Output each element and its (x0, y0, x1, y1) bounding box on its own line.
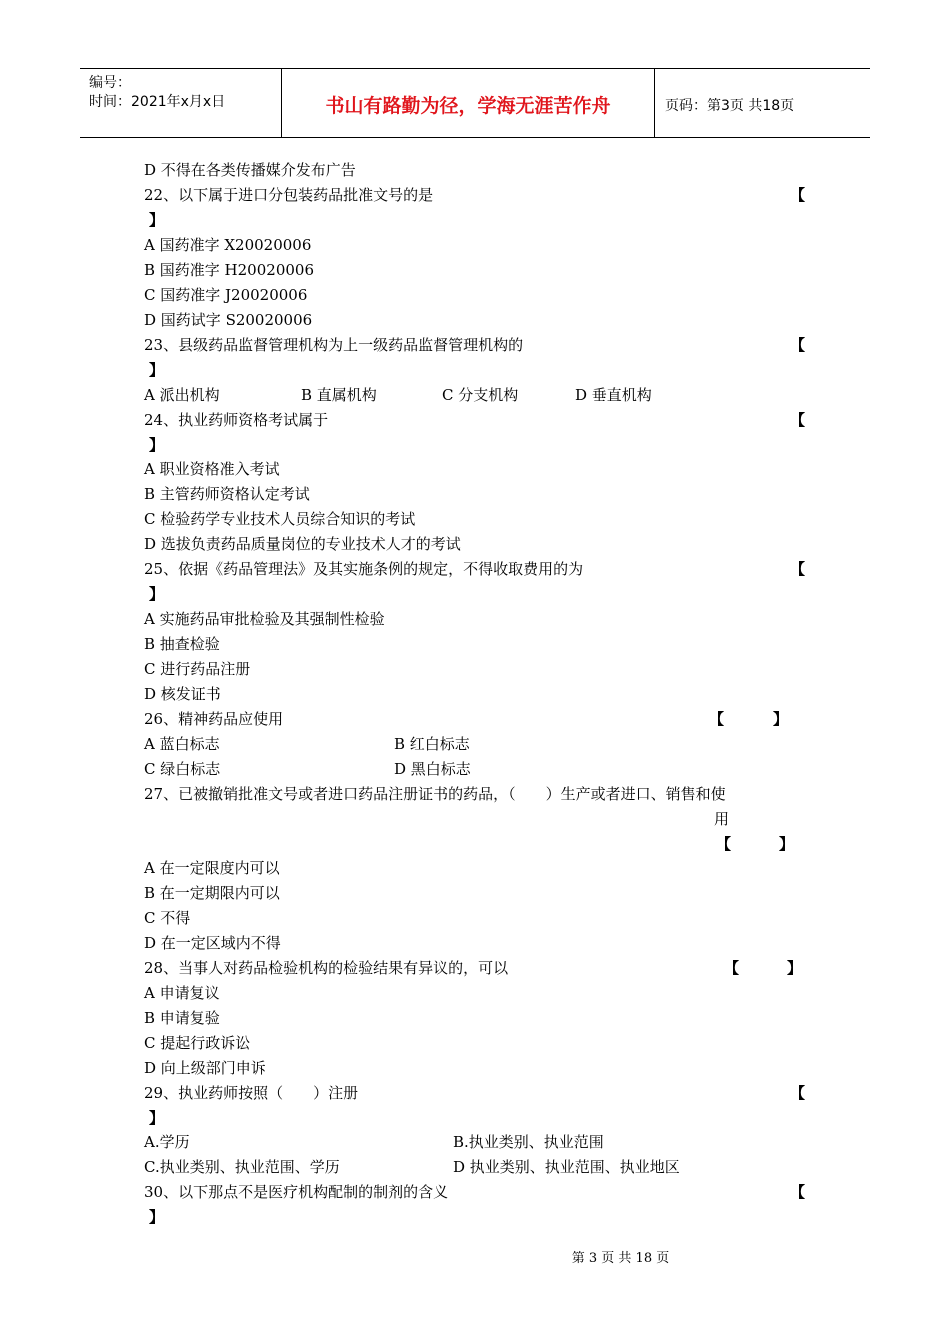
answer-bracket-close: 】 (149, 1208, 165, 1226)
page-code: 页码：第3页 共18页 (665, 98, 795, 114)
option: B 申请复验 (144, 1009, 220, 1027)
option: C 检验药学专业技术人员综合知识的考试 (144, 510, 416, 528)
option: B 抽查检验 (144, 635, 220, 653)
option: A 蓝白标志 (144, 735, 220, 753)
text-line: D 不得在各类传播媒介发布广告 (144, 161, 356, 179)
option: D 向上级部门申诉 (144, 1059, 266, 1077)
answer-bracket-open: 【 (790, 1084, 806, 1102)
answer-bracket-close: 】 (149, 1109, 165, 1127)
option: D 执业类别、执业范围、执业地区 (453, 1158, 680, 1176)
option: B 国药准字 H20020006 (144, 261, 314, 279)
option: B.执业类别、执业范围 (453, 1133, 604, 1151)
option: A 申请复议 (144, 984, 220, 1002)
option: D 黑白标志 (394, 760, 471, 778)
option: C 绿白标志 (144, 760, 221, 778)
header-page-cell (655, 69, 870, 137)
answer-bracket-open: 【 (709, 710, 725, 728)
question-29: 29、执业药师按照（ ）注册 (144, 1084, 359, 1102)
question-25: 25、依据《药品管理法》及其实施条例的规定，不得收取费用的为 (144, 560, 584, 578)
header-meta-cell (80, 69, 282, 137)
option: B 在一定期限内可以 (144, 884, 280, 902)
option: C 进行药品注册 (144, 660, 251, 678)
option: A 职业资格准入考试 (144, 460, 280, 478)
answer-bracket-open: 【 (790, 1183, 806, 1201)
question-30: 30、以下那点不是医疗机构配制的制剂的含义 (144, 1183, 449, 1201)
option: C 不得 (144, 909, 191, 927)
answer-bracket-open: 【 (716, 835, 732, 853)
answer-bracket-close: 】 (787, 959, 803, 977)
answer-bracket-open: 【 (790, 336, 806, 354)
option: D 国药试字 S20020006 (144, 311, 313, 329)
answer-bracket-close: 】 (149, 436, 165, 454)
answer-bracket-open: 【 (790, 186, 806, 204)
option: C 分支机构 (442, 386, 519, 404)
motto: 书山有路勤为径，学海无涯苦作舟 (325, 95, 611, 117)
option: C.执业类别、执业范围、学历 (144, 1158, 340, 1176)
question-26: 26、精神药品应使用 (144, 710, 284, 728)
page-header (80, 68, 870, 138)
page-footer: 第 3 页 共 18 页 (571, 1251, 670, 1266)
answer-bracket-open: 【 (790, 560, 806, 578)
question-27: 27、已被撤销批准文号或者进口药品注册证书的药品，（ ）生产或者进口、销售和使 (144, 785, 726, 803)
answer-bracket-close: 】 (149, 585, 165, 603)
question-23: 23、县级药品监督管理机构为上一级药品监督管理机构的 (144, 336, 524, 354)
option: C 国药准字 J20020006 (144, 286, 308, 304)
option: D 垂直机构 (575, 386, 652, 404)
serial-label: 编号： (89, 75, 131, 91)
option: B 红白标志 (394, 735, 470, 753)
option: A 派出机构 (144, 386, 220, 404)
option: D 选拔负责药品质量岗位的专业技术人才的考试 (144, 535, 461, 553)
answer-bracket-close: 】 (773, 710, 789, 728)
question-24: 24、执业药师资格考试属于 (144, 411, 329, 429)
option: B 主管药师资格认定考试 (144, 485, 310, 503)
date-label: 时间：2021年x月x日 (89, 94, 226, 110)
question-28: 28、当事人对药品检验机构的检验结果有异议的，可以 (144, 959, 509, 977)
option: A 国药准字 X20020006 (144, 236, 312, 254)
option: A 实施药品审批检验及其强制性检验 (144, 610, 385, 628)
answer-bracket-close: 】 (149, 211, 165, 229)
option: D 核发证书 (144, 685, 221, 703)
question-27-continuation: 用 (714, 810, 730, 828)
answer-bracket-close: 】 (779, 835, 795, 853)
option: C 提起行政诉讼 (144, 1034, 251, 1052)
question-22: 22、以下属于进口分包装药品批准文号的是 (144, 186, 434, 204)
answer-bracket-open: 【 (724, 959, 740, 977)
header-motto-cell (282, 69, 655, 137)
option: A 在一定限度内可以 (144, 859, 280, 877)
answer-bracket-open: 【 (790, 411, 806, 429)
option: B 直属机构 (301, 386, 377, 404)
answer-bracket-close: 】 (149, 361, 165, 379)
option: D 在一定区域内不得 (144, 934, 281, 952)
option: A.学历 (144, 1133, 190, 1151)
